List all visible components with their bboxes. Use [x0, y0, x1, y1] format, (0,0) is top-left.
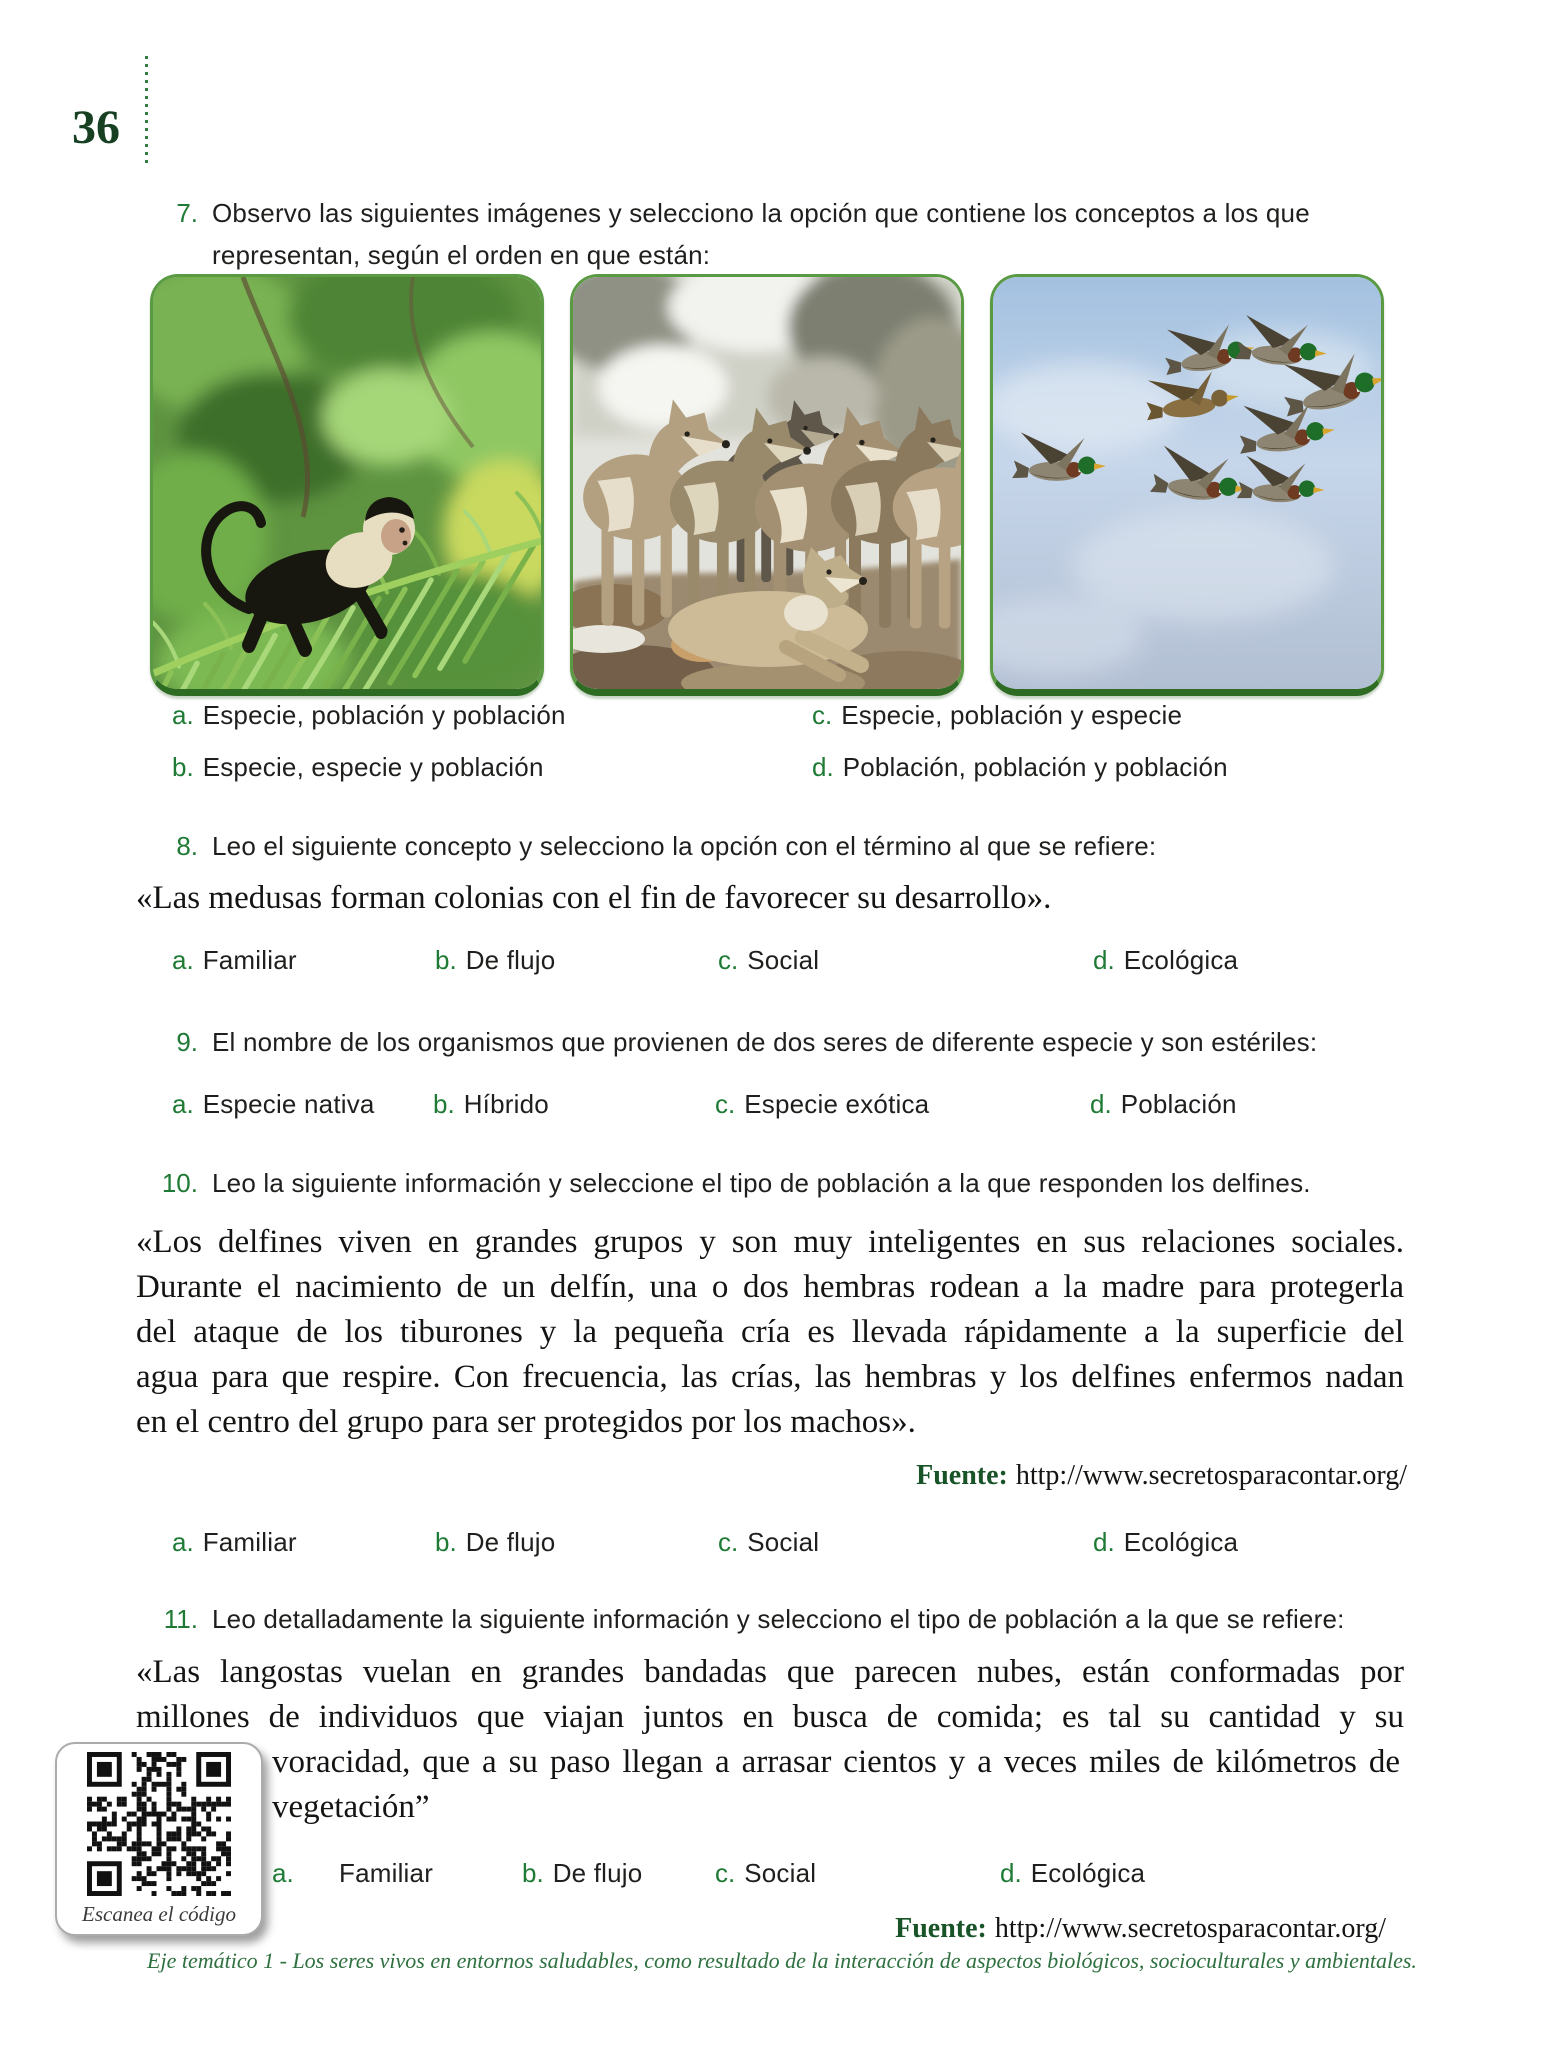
dotted-rule [145, 56, 148, 166]
q7-option-d: d. Población, población y población [812, 752, 1228, 782]
q10-quote-line: «Los delfines viven en grandes grupos y son muy inteligentes en sus relaciones sociales. [136, 1224, 1404, 1260]
source-url[interactable]: http://www.secretosparacontar.org/ [1015, 1460, 1407, 1491]
question-11-number: 11. [163, 1604, 198, 1634]
source-label: Fuente: [895, 1913, 987, 1944]
flying-ducks-illustration [993, 277, 1381, 689]
q11-option-c: c. Social [715, 1858, 817, 1888]
q10-quote-line: Durante el nacimiento de un delfín, una o dos hembras rodean a la madre para protegerla [136, 1269, 1404, 1305]
q10-option-c: c. Social [718, 1527, 820, 1557]
wolf-pack-illustration [573, 277, 961, 689]
q8-quote: «Las medusas forman colonias con el fin de favorecer su desarrollo». [136, 880, 1052, 916]
q11-quote-line: vegetación” [272, 1789, 430, 1825]
page-number: 36 [72, 101, 120, 154]
question-9-stem: 9. El nombre de los organismos que provienen de dos seres de diferente especie y son estériles: [120, 1025, 1317, 1059]
q11-quote-line: «Las langostas vuelan en grandes bandadas que parecen nubes, están conformadas por [136, 1654, 1404, 1690]
source-url[interactable]: http://www.secretosparacontar.org/ [994, 1913, 1386, 1944]
q10-options-row [0, 1527, 1564, 1563]
question-7-number: 7. [176, 198, 198, 228]
q11-quote-line: millones de individuos que viajan juntos en busca de comida; es tal su cantidad y su [136, 1699, 1404, 1735]
q9-option-a: a. Especie nativa [172, 1089, 375, 1119]
question-9-number: 9. [176, 1027, 198, 1057]
question-10-number: 10. [161, 1168, 198, 1198]
q10-option-a: a. Familiar [172, 1527, 297, 1557]
q10-source [916, 1460, 1407, 1492]
q10-quote-line: agua para que respire. Con frecuencia, las crías, las hembras y los delfines enfermos nadan [136, 1359, 1404, 1395]
q7-options-row-1 [0, 700, 1564, 736]
q8-option-c: c. Social [718, 945, 820, 975]
q8-options-row [0, 945, 1564, 981]
q7-option-a: a. Especie, población y población [172, 700, 566, 730]
wolf-pack-photo [570, 274, 964, 696]
question-8-number: 8. [176, 831, 198, 861]
q11-options-row [0, 1858, 1564, 1894]
q9-option-d: d. Población [1090, 1089, 1237, 1119]
q11-option-d: d. Ecológica [1000, 1858, 1146, 1888]
q11-option-b: b. De flujo [522, 1858, 643, 1888]
source-label: Fuente: [916, 1460, 1008, 1491]
qr-caption: Escanea el código [82, 1902, 236, 1926]
question-10-stem: 10. Leo la siguiente información y seleccione el tipo de población a la que responden los delfines. [120, 1166, 1311, 1200]
flying-ducks-photo [990, 274, 1384, 696]
capuchin-monkey-illustration [153, 277, 541, 689]
capuchin-monkey-photo [150, 274, 544, 696]
qr-code-box [55, 1742, 263, 1936]
q10-option-d: d. Ecológica [1093, 1527, 1239, 1557]
page-footer: Eje temático 1 - Los seres vivos en entornos saludables, como resultado de la interacción de aspectos biológicos, socioculturales y ambientales. [147, 1948, 1417, 1973]
q9-option-b: b. Híbrido [433, 1089, 549, 1119]
q11-option-a: Familiar [339, 1858, 434, 1888]
q9-option-c: c. Especie exótica [715, 1089, 930, 1119]
question-11-stem: 11. Leo detalladamente la siguiente información y selecciono el tipo de población a la que se refiere: [120, 1602, 1345, 1636]
q11-source [895, 1913, 1386, 1945]
q11-option-a-letter: a. [272, 1858, 294, 1888]
q10-quote-line: del ataque de los tiburones y la pequeña cría es llevada rápidamente a la superficie del [136, 1314, 1404, 1350]
q8-option-d: d. Ecológica [1093, 945, 1239, 975]
question-7-stem: 7. Observo las siguientes imágenes y selecciono la opción que contiene los conceptos a los que [120, 196, 1310, 230]
q7-option-c: c. Especie, población y especie [812, 700, 1183, 730]
q8-option-a: a. Familiar [172, 945, 297, 975]
question-8-stem: 8. Leo el siguiente concepto y selecciono la opción con el término al que se refiere: [120, 829, 1156, 863]
q10-quote-line: en el centro del grupo para ser protegidos por los machos». [136, 1404, 916, 1440]
q7-options-row-2 [0, 752, 1564, 788]
question-7-stem-line2: representan, según el orden en que están: [212, 240, 711, 270]
q7-option-b: b. Especie, especie y población [172, 752, 544, 782]
q9-options-row [0, 1089, 1564, 1125]
q8-option-b: b. De flujo [435, 945, 556, 975]
q11-quote-line: voracidad, que a su paso llegan a arrasar cientos y a veces miles de kilómetros de [272, 1744, 1400, 1780]
q10-option-b: b. De flujo [435, 1527, 556, 1557]
